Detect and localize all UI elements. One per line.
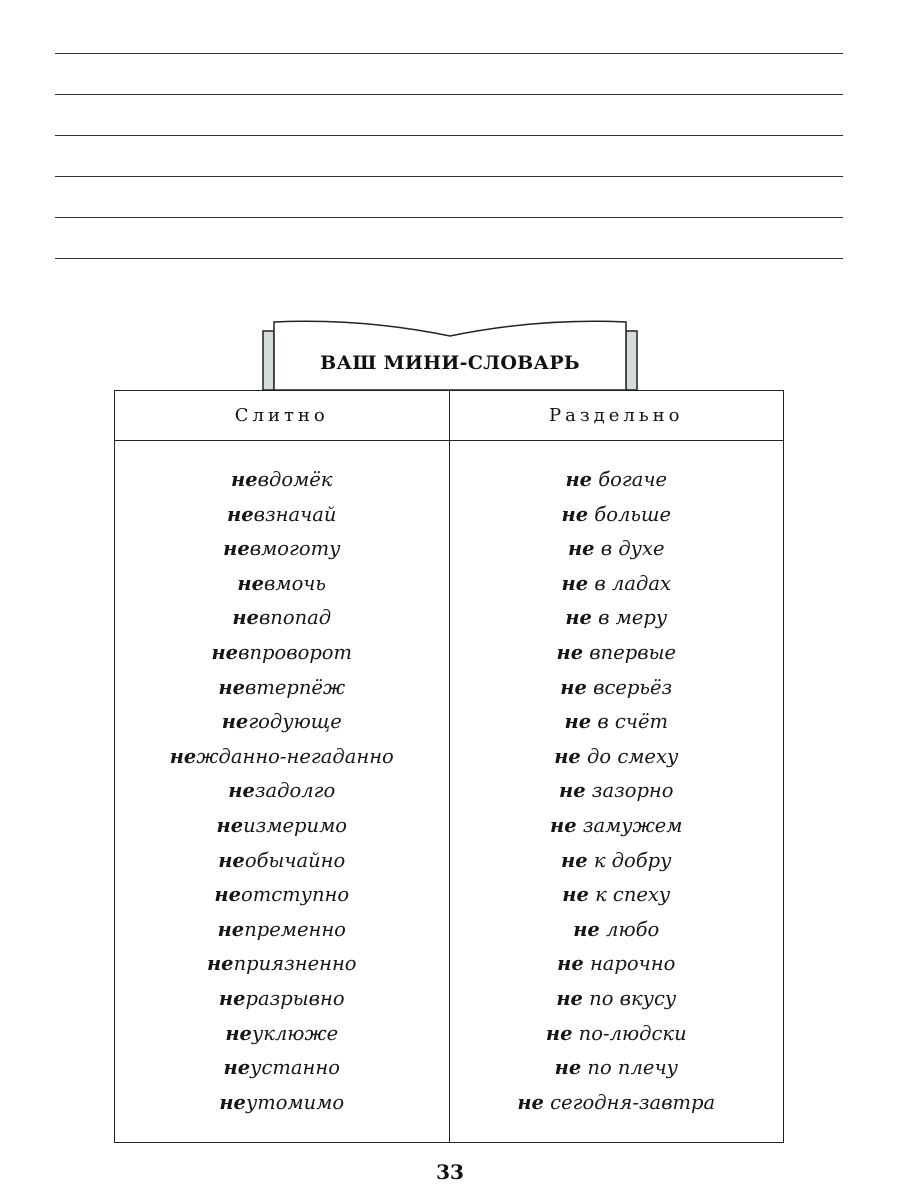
dictionary-word [450, 740, 784, 775]
dictionary-word [450, 982, 784, 1017]
word-rest: задолго [254, 779, 336, 803]
word-prefix: не [214, 883, 241, 907]
word-prefix: не [565, 468, 593, 491]
word-prefix: не [560, 675, 587, 699]
word-rest: впроворот [238, 640, 353, 664]
dictionary-word [450, 601, 784, 636]
dictionary-word [115, 532, 449, 567]
dictionary-word [450, 774, 784, 809]
dictionary-word [450, 1017, 784, 1052]
word-rest: по-людски [572, 1021, 687, 1045]
word-rest: впопад [258, 606, 332, 630]
word-rest: замужем [576, 813, 683, 837]
writing-line [55, 258, 843, 260]
word-rest: всерьёз [586, 675, 673, 699]
column-header-separate: Раздельно [449, 391, 784, 440]
word-rest: вдомёк [257, 468, 333, 491]
word-prefix: не [557, 952, 584, 976]
word-prefix: не [169, 744, 197, 768]
dictionary-word [115, 740, 449, 775]
word-rest: отступно [241, 883, 350, 907]
word-prefix: не [545, 1021, 573, 1045]
writing-line [55, 53, 843, 94]
word-prefix: не [218, 675, 245, 699]
dictionary-word [115, 774, 449, 809]
word-prefix: не [228, 779, 255, 803]
dictionary-word [115, 982, 449, 1017]
word-prefix: не [217, 917, 245, 941]
dictionary-word [450, 636, 784, 671]
dictionary-word [450, 671, 784, 706]
word-prefix: не [562, 883, 589, 907]
writing-line [55, 94, 843, 135]
word-prefix: не [564, 710, 592, 734]
word-prefix: не [567, 537, 595, 561]
word-rest: уклюже [251, 1021, 339, 1045]
word-rest: утомимо [245, 1090, 345, 1114]
word-rest: вмоготу [249, 537, 341, 561]
dictionary-word [450, 567, 784, 602]
word-rest: нарочно [583, 952, 676, 976]
word-prefix: не [219, 1090, 246, 1114]
separate-words-column [449, 441, 784, 1142]
dictionary-word [115, 1051, 449, 1086]
word-rest: обычайно [244, 848, 346, 872]
word-rest: в счёт [591, 710, 668, 734]
word-rest: пременно [244, 917, 346, 941]
word-rest: к спеху [588, 883, 671, 907]
word-prefix: не [561, 848, 588, 872]
word-rest: годующе [248, 710, 342, 734]
word-rest: к добру [587, 848, 672, 872]
word-prefix: не [225, 1021, 252, 1045]
dictionary-table [114, 390, 784, 1143]
word-rest: до смеху [580, 744, 679, 768]
dictionary-body [115, 441, 783, 1142]
word-prefix: не [232, 606, 259, 630]
dictionary-word [115, 705, 449, 740]
dictionary-word [450, 463, 784, 498]
word-prefix: не [556, 986, 583, 1010]
word-prefix: не [517, 1090, 544, 1114]
word-rest: зазорно [585, 779, 674, 803]
word-prefix: не [561, 571, 589, 595]
dictionary-word [115, 878, 449, 913]
dictionary-word [450, 705, 784, 740]
word-prefix: не [561, 502, 589, 526]
dictionary-title: ВАШ МИНИ-СЛОВАРЬ [320, 352, 580, 374]
word-rest: больше [588, 502, 671, 526]
word-prefix: не [554, 744, 581, 768]
dictionary-word [450, 1051, 784, 1086]
word-rest: впервые [583, 640, 677, 664]
dictionary-word [115, 498, 449, 533]
dictionary-word [115, 567, 449, 602]
word-rest: устанно [250, 1056, 340, 1080]
word-rest: сегодня-завтра [543, 1090, 716, 1114]
dictionary-word [450, 947, 784, 982]
word-rest: по плечу [581, 1056, 678, 1080]
word-prefix: не [221, 710, 249, 734]
word-prefix: не [550, 813, 577, 837]
writing-line [55, 217, 843, 258]
word-prefix: не [211, 640, 239, 664]
dictionary-word [450, 1086, 784, 1121]
dictionary-word [115, 947, 449, 982]
word-rest: по вкусу [582, 986, 677, 1010]
word-prefix: не [237, 571, 265, 595]
writing-lines [55, 53, 843, 260]
dictionary-word [115, 463, 449, 498]
dictionary-word [450, 498, 784, 533]
word-prefix: не [218, 986, 246, 1010]
dictionary-header [262, 320, 638, 392]
word-prefix: не [554, 1056, 582, 1080]
word-rest: взначай [253, 502, 337, 526]
word-rest: разрывно [245, 986, 345, 1010]
word-rest: измеримо [243, 813, 347, 837]
dictionary-word [450, 878, 784, 913]
word-rest: приязненно [233, 952, 357, 976]
dictionary-word [115, 636, 449, 671]
dictionary-word [450, 844, 784, 879]
word-prefix: не [556, 640, 584, 664]
dictionary-word [115, 913, 449, 948]
word-prefix: не [218, 848, 245, 872]
word-rest: богаче [592, 468, 668, 491]
dictionary-word [115, 671, 449, 706]
joined-words-column [115, 441, 449, 1142]
writing-line [55, 135, 843, 176]
dictionary-word [115, 844, 449, 879]
dictionary-word [450, 913, 784, 948]
word-rest: в духе [594, 537, 665, 561]
word-prefix: не [223, 537, 250, 561]
word-prefix: не [227, 502, 254, 526]
word-prefix: не [558, 779, 586, 803]
word-prefix: не [573, 917, 600, 941]
word-prefix: не [206, 952, 234, 976]
word-prefix: не [223, 1056, 251, 1080]
word-rest: втерпёж [244, 675, 346, 699]
dictionary-word [115, 601, 449, 636]
word-rest: в меру [591, 606, 668, 630]
word-prefix: не [565, 606, 592, 630]
dictionary-word [115, 809, 449, 844]
dictionary-word [450, 809, 784, 844]
dictionary-word [450, 532, 784, 567]
page-number: 33 [436, 1160, 464, 1184]
word-rest: вмочь [264, 571, 327, 595]
word-prefix: не [231, 468, 258, 491]
dictionary-header-row [115, 391, 783, 441]
word-prefix: не [216, 813, 244, 837]
dictionary-word [115, 1017, 449, 1052]
word-rest: любо [599, 917, 660, 941]
writing-line [55, 176, 843, 217]
column-header-joined: Слитно [234, 405, 329, 426]
word-rest: жданно-негаданно [196, 744, 394, 768]
word-rest: в ладах [588, 571, 671, 595]
dictionary-word [115, 1086, 449, 1121]
